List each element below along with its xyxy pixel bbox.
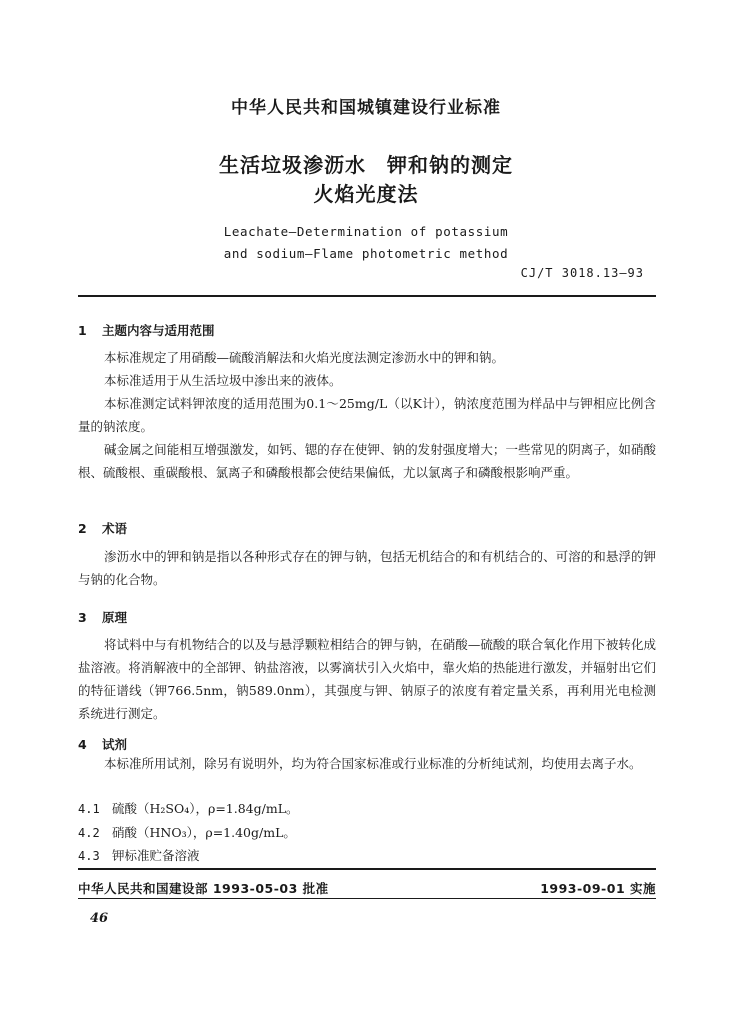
english-title-line-1: Leachate—Determination of potassium [223,224,509,239]
section-heading-3 [78,608,127,626]
standard-number: CJ/T 3018.13—93 [520,266,644,280]
implementation-info: 1993-09-01 实施 [540,881,656,896]
section-heading-1 [78,321,215,339]
english-title-line-2: and sodium—Flame photometric method [223,246,509,261]
approval-info: 中华人民共和国建设部 1993-05-03 批准 [78,881,329,896]
item-text: 硝酸（HNO₃），ρ=1.40g/mL。 [112,825,296,840]
section-title: 原理 [102,610,128,625]
paragraph: 碱金属之间能相互增强激发，如钙、锶的存在使钾、钠的发射强度增大；一些常见的阴离子，如硝酸根、硫酸根、重碳酸根、氯离子和磷酸根都会使结果偏低，尤以氯离子和磷酸根影响严重。 [78,442,656,480]
footer-divider [78,868,656,870]
item-number: 4.1 [78,802,100,816]
section-title: 主题内容与适用范围 [102,323,215,338]
header-divider [78,295,656,297]
section-number: 4 [78,737,87,752]
list-item-4-1 [78,799,299,817]
document-title-line-2: 火焰光度法 [313,182,419,206]
section-number: 2 [78,521,87,536]
list-item-4-3 [78,846,200,864]
section-heading-4 [78,735,127,753]
standard-category-title: 中华人民共和国城镇建设行业标准 [231,98,501,118]
paragraph: 本标准规定了用硝酸—硫酸消解法和火焰光度法测定渗沥水中的钾和钠。 [104,350,505,365]
document-title-line-1: 生活垃圾渗沥水 钾和钠的测定 [219,153,513,177]
paragraph: 本标准测定试料钾浓度的适用范围为0.1～25mg/L（以K计），钠浓度范围为样品中与钾相应比例含量的钠浓度。 [78,396,656,434]
section-title: 试剂 [102,737,128,752]
list-item-4-2 [78,823,296,841]
section-title: 术语 [102,521,128,536]
page-number: 46 [90,911,109,926]
item-number: 4.2 [78,826,100,840]
section-number: 3 [78,610,87,625]
item-number: 4.3 [78,849,100,863]
section-heading-2 [78,519,127,537]
item-text: 钾标准贮备溶液 [112,848,200,863]
paragraph: 本标准适用于从生活垃圾中渗出来的液体。 [104,373,342,388]
paragraph: 渗沥水中的钾和钠是指以各种形式存在的钾与钠，包括无机结合的和有机结合的、可溶的和悬浮的钾与钠的化合物。 [78,549,656,587]
item-text: 硫酸（H₂SO₄），ρ=1.84g/mL。 [112,801,299,816]
paragraph: 本标准所用试剂，除另有说明外，均为符合国家标准或行业标准的分析纯试剂，均使用去离子水。 [104,756,642,771]
paragraph: 将试料中与有机物结合的以及与悬浮颗粒相结合的钾与钠，在硝酸—硫酸的联合氧化作用下被转化成盐溶液。将消解液中的全部钾、钠盐溶液，以雾滴状引入火焰中，靠火焰的热能进行激发，并辐射出它们的特征谱线（钾766.5nm，钠589.0nm），其强度与钾、钠原子的浓度有着定量关系，再利用光电检测系统进行测定。 [78,637,656,721]
section-number: 1 [78,323,87,338]
footer-bottom-divider [78,898,656,899]
